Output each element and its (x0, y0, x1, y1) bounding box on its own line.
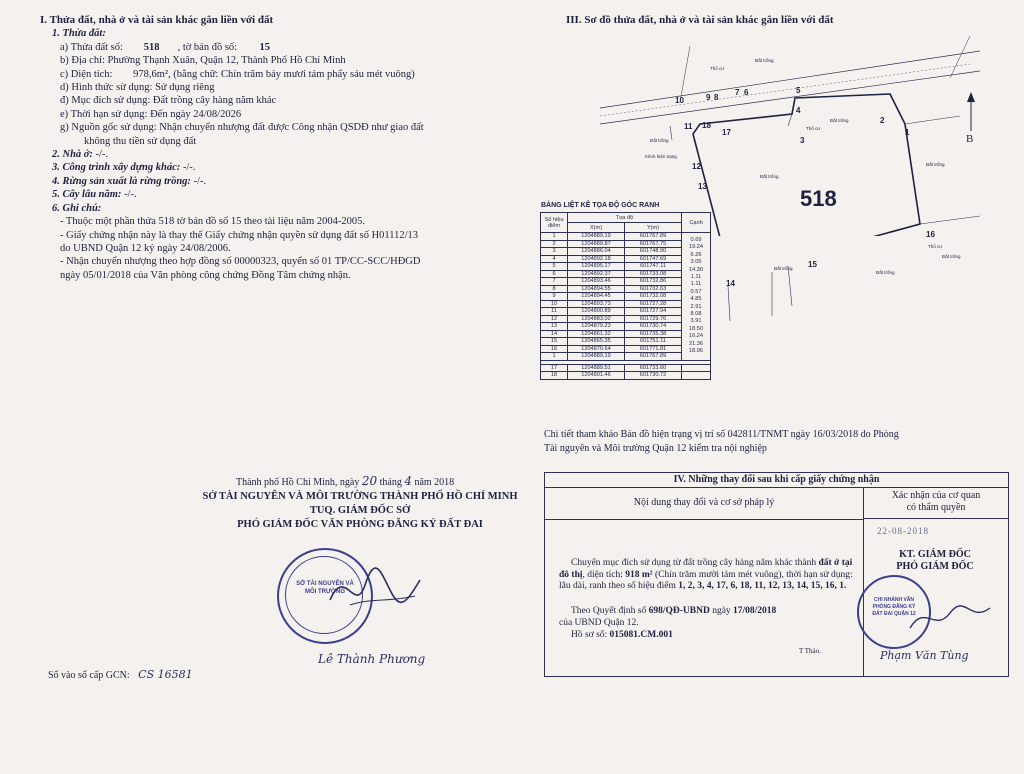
seal-right-text: CHI NHÁNH VĂN PHÒNG ĐĂNG KÝ ĐẤT ĐAI QUẬN 12 (872, 597, 916, 617)
coord-x: 1204861.32 (568, 330, 625, 338)
coord-point: 4 (541, 255, 568, 263)
coord-point: 3 (541, 248, 568, 256)
coord-x: 1204889.51 (568, 364, 625, 372)
coord-x: 1204895.17 (568, 263, 625, 271)
edge-length: 3.05 (690, 259, 702, 266)
coord-x: 1204893.46 (568, 278, 625, 286)
origin-line-2: không thu tiền sử dụng đất (84, 135, 197, 147)
usage-term-line: e) Thời hạn sử dụng: Đến ngày 24/08/2026 (60, 108, 242, 120)
map-text-7: Kênh hiện trạng (645, 154, 677, 159)
issue-date-day: 20 (361, 474, 378, 488)
works-label: 3. Công trình xây dựng khác: (52, 162, 181, 174)
house-label: 2. Nhà ở: (52, 149, 93, 161)
coord-point: 14 (541, 330, 568, 338)
coord-x: 1204894.55 (568, 285, 625, 293)
coord-y: 601733.60 (625, 364, 682, 372)
map-text-4: Thổ cư (806, 126, 821, 131)
changes-col1-header: Nội dung thay đổi và cơ sở pháp lý (545, 487, 864, 520)
col2-header-line-2: có thẩm quyền (906, 502, 966, 513)
coord-y: 601767.75 (625, 240, 682, 248)
gcn-number-label: Số vào sổ cấp GCN: (48, 670, 130, 681)
coord-point: 6 (541, 270, 568, 278)
decision-c: ngày (709, 606, 734, 616)
coord-header-x: X(m) (568, 223, 625, 233)
coord-header-point: Số hiệu điểm (541, 213, 568, 233)
coord-point: 11 (541, 308, 568, 316)
parcel-number-value: 518 (143, 41, 160, 53)
edge-length: 2.91 (690, 303, 702, 310)
decision-line (571, 606, 776, 616)
coord-y: 601735.38 (625, 330, 682, 338)
coord-y: 601727.28 (625, 300, 682, 308)
changes-content-cell (545, 520, 864, 676)
confirm-deputy: PHÓ GIÁM ĐỐC (896, 561, 974, 572)
coord-y: 601732.86 (625, 278, 682, 286)
coord-header-edge: Cạnh (682, 213, 711, 233)
decision-b: 698/QĐ-UBND (648, 606, 710, 616)
issuer-line-2: TUQ. GIÁM ĐỐC SỞ (309, 505, 411, 516)
coord-point: 7 (541, 278, 568, 286)
coord-point: 12 (541, 315, 568, 323)
point-label-16: 16 (926, 230, 935, 239)
coord-table-body (541, 233, 711, 380)
point-label-9: 9 (706, 93, 711, 102)
map-text-2: Thổ cư (710, 66, 725, 71)
note-2b: do UBND Quận 12 ký ngày 24/08/2006. (60, 242, 231, 254)
confirm-title (885, 549, 985, 573)
map-sheet-label: , tờ bản đồ số: (177, 41, 238, 53)
point-label-14: 14 (726, 279, 735, 288)
changes-col2-header (864, 487, 1008, 519)
note-2a: - Giấy chứng nhận này là thay thế Giấy chứng nhận quyền sử dụng đất số H01112/13 (60, 229, 419, 241)
coord-point: 2 (541, 240, 568, 248)
point-label-12: 12 (692, 162, 701, 171)
coord-x: 1204865.35 (568, 338, 625, 346)
area-value: 978,6m², (bằng chữ: Chín trăm bảy mươi tám phẩy sáu mét vuông) (133, 68, 415, 80)
change-body-d: 918 m² (625, 569, 653, 580)
file-line (571, 630, 673, 640)
coord-edge-empty (682, 372, 711, 380)
coord-y: 601767.89 (625, 353, 682, 361)
north-label: B (966, 133, 974, 145)
coord-point: 18 (541, 372, 568, 380)
reference-note (544, 428, 984, 456)
map-text-5: Đất trống (650, 138, 669, 143)
notes-title: 6. Ghi chú: (52, 202, 102, 214)
coord-y: 601732.08 (625, 293, 682, 301)
coord-point: 5 (541, 263, 568, 271)
land-info-section (40, 14, 510, 282)
edge-length: 19.24 (689, 244, 703, 251)
coord-y: 601748.90 (625, 248, 682, 256)
change-body-c: , diện tích: (582, 569, 626, 580)
map-text-12: Đất trống (774, 266, 793, 271)
file-label: Hồ sơ số: (571, 630, 610, 640)
gcn-number-value: CS 16581 (138, 668, 193, 681)
forest-value: -/-. (193, 175, 207, 187)
initials: T Thảo. (799, 647, 821, 655)
change-body-a: Chuyển mục đích sử dụng từ đất trồng cây hàng năm khác thành (571, 558, 819, 568)
gcn-number-line (48, 668, 193, 681)
issue-date-month-label: tháng (379, 477, 402, 488)
coord-x: 1204893.73 (568, 300, 625, 308)
map-sheet-value: 15 (259, 41, 270, 53)
coord-point: 1 (541, 353, 568, 361)
coord-x: 1204894.45 (568, 293, 625, 301)
coord-y: 601747.11 (625, 263, 682, 271)
map-text-8: Đất trống (926, 162, 945, 167)
note-1: - Thuộc một phần thửa 518 tờ bản đồ số 15 theo tài liệu năm 2004-2005. (60, 216, 366, 228)
edge-length: 0.57 (690, 288, 702, 295)
point-label-8: 8 (714, 93, 719, 102)
decision-issuer: của UBND Quận 12. (559, 618, 639, 628)
file-value: 015081.CM.001 (609, 630, 673, 640)
point-label-5: 5 (796, 86, 801, 95)
forest-label: 4. Rừng sản xuất là rừng trồng: (52, 175, 191, 187)
section-3-title: III. Sơ đồ thửa đất, nhà ở và tài sản khác gắn liền với đất (566, 14, 834, 26)
decision-a: Theo Quyết định số (571, 606, 649, 616)
map-text-1: Đất trống (755, 58, 774, 63)
edge-length: 21.36 (689, 340, 703, 347)
coord-x: 1204892.37 (568, 270, 625, 278)
signature-right-scribble (905, 593, 995, 643)
coord-x: 1204889.19 (568, 353, 625, 361)
edge-length: 0.69 (690, 237, 702, 243)
changes-section (544, 472, 1009, 677)
usage-purpose-line: đ) Mục đích sử dụng: Đất trồng cây hàng năm khác (60, 95, 277, 107)
coord-x: 1204889.19 (568, 233, 625, 241)
coord-x: 1204891.46 (568, 372, 625, 380)
point-label-11: 11 (684, 122, 693, 131)
point-label-18: 18 (702, 121, 711, 130)
reference-note-line-2: Tài nguyên và Môi trường Quận 12 kiểm tra nội nghiệp (544, 443, 767, 454)
point-label-6: 6 (744, 88, 749, 97)
edge-length: 1.11 (690, 274, 702, 281)
works-value: -/-. (182, 162, 196, 174)
edge-length: 16.24 (689, 333, 703, 340)
edge-length: 3.91 (690, 318, 702, 325)
coord-x: 1204886.04 (568, 248, 625, 256)
change-body (559, 558, 855, 593)
edge-length: 8.08 (690, 311, 702, 318)
point-label-10: 10 (675, 96, 684, 105)
coord-x: 1204870.64 (568, 345, 625, 353)
coord-x: 1204883.02 (568, 315, 625, 323)
coord-edge-empty (682, 364, 711, 372)
coord-y: 601747.69 (625, 255, 682, 263)
coord-edges (682, 233, 711, 361)
signer-left-name: Lê Thành Phương (318, 652, 426, 666)
coord-x: 1204892.18 (568, 255, 625, 263)
map-text-3: Đất trống (830, 118, 849, 123)
land-parcel-title: 1. Thửa đất: (52, 28, 106, 40)
point-label-15: 15 (808, 260, 817, 269)
usage-form-line: d) Hình thức sử dụng: Sử dụng riêng (60, 82, 215, 94)
coord-row-extra (541, 364, 711, 372)
coord-x: 1204890.89 (568, 308, 625, 316)
coord-x: 1204879.23 (568, 323, 625, 331)
coord-header-y: Y(m) (625, 223, 682, 233)
edge-length: 18.50 (689, 325, 703, 332)
parcel-number-line (40, 41, 510, 54)
change-body-e: (Chín trăm mười tám mét vuông), thời hạn sử dụng: lâu dài, ranh theo số hiệu điểm (559, 569, 853, 591)
signature-left-scribble (320, 560, 430, 620)
coord-point: 15 (541, 338, 568, 346)
coord-y: 601767.89 (625, 233, 682, 241)
confirm-kt: KT. GIÁM ĐỐC (899, 549, 971, 560)
col2-header-line-1: Xác nhận của cơ quan (891, 490, 981, 501)
change-body-f: 1, 2, 3, 4, 17, 6, 18, 11, 12, 13, 14, 15, 16, 1. (678, 581, 847, 591)
coord-point: 17 (541, 364, 568, 372)
parcel-number-label: a) Thửa đất số: (60, 41, 123, 53)
house-value: -/-. (95, 149, 109, 161)
reference-note-line-1: Chi tiết tham khảo Bản đồ hiện trạng vị trí số 042811/TNMT ngày 16/03/2018 do Phòng (544, 429, 899, 440)
coord-row-extra (541, 372, 711, 380)
edge-length: 4.85 (690, 296, 702, 303)
seal-left-text: SỞ TÀI NGUYÊN VÀ MÔI TRƯỜNG (296, 581, 354, 595)
coord-point: 1 (541, 233, 568, 241)
decision-d: 17/08/2018 (733, 606, 777, 616)
signer-right-name: Phạm Văn Tùng (880, 649, 969, 662)
issue-date-line (236, 474, 454, 488)
issue-date-prefix: Thành phố Hồ Chí Minh, ngày (236, 477, 360, 488)
coord-point: 10 (541, 300, 568, 308)
coord-table (540, 212, 711, 380)
coord-y: 601732.63 (625, 285, 682, 293)
coord-point: 13 (541, 323, 568, 331)
issuer-block (175, 490, 545, 532)
trees-label: 5. Cây lâu năm: (52, 189, 122, 201)
note-3b: ngày 05/01/2018 của Văn phòng công chứng Đồng Tâm chứng nhận. (60, 269, 351, 281)
point-label-13: 13 (698, 182, 707, 191)
point-label-3: 3 (800, 136, 805, 145)
coord-point: 16 (541, 345, 568, 353)
coord-y: 601733.08 (625, 270, 682, 278)
coord-y: 601730.72 (625, 372, 682, 380)
area-line (40, 68, 510, 81)
note-3a: - Nhận chuyển nhượng theo hợp đồng số 00000323, quyển số 01 TP/CC-SCC/HĐGD (60, 256, 421, 268)
edge-length: 6.26 (690, 251, 702, 258)
issue-date-month: 4 (404, 474, 412, 488)
issue-date-year: năm 2018 (414, 477, 455, 488)
issuer-line-1: SỞ TÀI NGUYÊN VÀ MÔI TRƯỜNG THÀNH PHỐ HỒ CHÍ MINH (202, 491, 518, 502)
coord-y: 601771.81 (625, 345, 682, 353)
map-text-10: Thổ cư (928, 244, 943, 249)
point-label-1: 1 (905, 128, 910, 137)
edge-length: 18.96 (689, 348, 703, 355)
coord-y: 601751.11 (625, 338, 682, 346)
coord-point: 9 (541, 293, 568, 301)
map-text-6: Đất trống (760, 174, 779, 179)
edge-length: 14.30 (689, 266, 703, 273)
address-line: b) Địa chỉ: Phường Thạnh Xuân, Quận 12, Thành Phố Hồ Chí Minh (60, 55, 346, 67)
coord-point: 8 (541, 285, 568, 293)
coord-y: 601729.76 (625, 315, 682, 323)
diagram-lower-lines (690, 236, 890, 326)
origin-line: g) Nguồn gốc sử dụng: Nhận chuyển nhượng đất được Công nhận QSDĐ như giao đất (60, 122, 424, 134)
edge-length: 1.11 (690, 281, 702, 288)
issuer-line-3: PHÓ GIÁM ĐỐC VĂN PHÒNG ĐĂNG KÝ ĐẤT ĐAI (237, 519, 483, 530)
point-label-4: 4 (796, 106, 801, 115)
area-label: c) Diện tích: (60, 68, 113, 80)
change-body-b: đất ở tại đô thị (559, 558, 853, 580)
coord-y: 601730.74 (625, 323, 682, 331)
trees-value: -/-. (124, 189, 137, 201)
point-label-2: 2 (880, 116, 885, 125)
map-text-11: Đất trống (876, 270, 895, 275)
coord-header-coords: Tọa độ (568, 213, 682, 223)
map-text-9: Đất trống (942, 254, 961, 259)
section-1-title: I. Thửa đất, nhà ở và tài sản khác gắn liền với đất (40, 14, 274, 26)
coord-x: 1204889.87 (568, 240, 625, 248)
coord-y: 601727.94 (625, 308, 682, 316)
coord-table-title: BẢNG LIỆT KÊ TỌA ĐỘ GÓC RANH (541, 202, 660, 209)
section-4-title: IV. Những thay đổi sau khi cấp giấy chứng nhận (545, 473, 1008, 488)
confirm-date-stamp: 22-08-2018 (877, 526, 929, 536)
coord-row (541, 233, 711, 241)
point-label-7: 7 (735, 88, 740, 97)
parcel-number-on-map: 518 (800, 186, 837, 211)
point-label-17: 17 (722, 128, 731, 137)
